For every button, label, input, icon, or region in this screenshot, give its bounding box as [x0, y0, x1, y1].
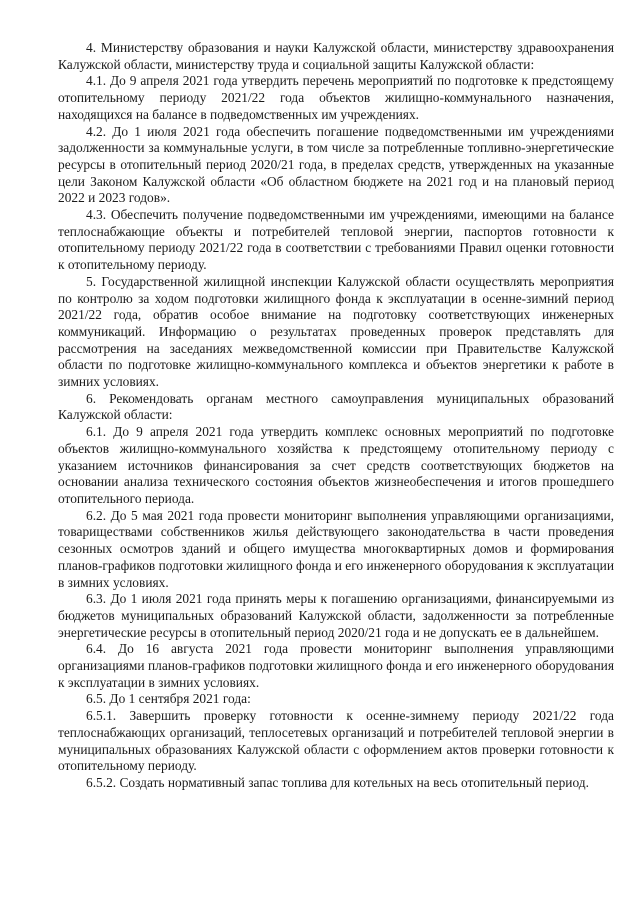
paragraph-6-4: 6.4. До 16 августа 2021 года провести мониторинг выполнения управляющими организациями планов-графиков подготовки жилищного фонда и его инженерного оборудования к эксплуатации в зимних условиях. — [58, 641, 614, 690]
paragraph-6-5-1: 6.5.1. Завершить проверку готовности к осенне-зимнему периоду 2021/22 года теплоснабжающих организаций, теплосетевых организаций и потребителей тепловой энергии в муниципальных образованиях Калужской области с оформлением актов проверки готовности к отопительному периоду. — [58, 708, 614, 774]
paragraph-5: 5. Государственной жилищной инспекции Калужской области осуществлять мероприятия по контролю за ходом подготовки жилищного фонда к эксплуатации в осенне-зимний период 2021/22 года, обратив особое внимание на подготовку соответствующих инженерных коммуникаций. Информацию о результатах проведенных проверок представлять для рассмотрения на заседаниях межведомственной комиссии при Правительстве Калужской области по подготовке жилищно-коммунального комплекса и объектов энергетики к работе в зимних условиях. — [58, 273, 614, 390]
paragraph-4-1: 4.1. До 9 апреля 2021 года утвердить перечень мероприятий по подготовке к предстоящему отопительному периоду 2021/22 года объектов жилищно-коммунального назначения, находящихся на балансе в подведомственных им учреждениях. — [58, 73, 614, 122]
paragraph-6-5-2: 6.5.2. Создать нормативный запас топлива для котельных на весь отопительный период. — [86, 774, 589, 790]
paragraph-4-3: 4.3. Обеспечить получение подведомственными им учреждениями, имеющими на балансе теплоснабжающие объекты и потребителей тепловой энергии, паспортов готовности к отопительному периоду 2021/22 года в соответствии с требованиями Правил оценки готовности к отопительному периоду. — [58, 207, 614, 273]
paragraph-6-3: 6.3. До 1 июля 2021 года принять меры к погашению организациями, финансируемыми из бюджетов муниципальных образований Калужской области, задолженности за потребленные энергетические ресурсы в отопительный период 2020/21 года и не допускать ее в дальнейшем. — [58, 591, 614, 640]
paragraph-6-5: 6.5. До 1 сентября 2021 года: — [86, 691, 251, 707]
document-page — [58, 40, 614, 792]
paragraph-4-2: 4.2. До 1 июля 2021 года обеспечить погашение подведомственными им учреждениями задолженности за коммунальные услуги, в том числе за потребленные топливно-энергетические ресурсы в отопительный период 2020/21 года, в пределах средств, утвержденных на указанные цели Законом Калужской области «Об областном бюджете на 2021 год и на плановый период 2022 и 2023 годов». — [58, 123, 614, 206]
paragraph-6-2: 6.2. До 5 мая 2021 года провести мониторинг выполнения управляющими организациями, товариществами собственников жилья действующего законодательства в части проведения сезонных осмотров зданий и общего имущества многоквартирных домов и формирования планов-графиков подготовки жилищного фонда и его инженерного оборудования к эксплуатации в зимних условиях. — [58, 507, 614, 590]
paragraph-6-1: 6.1. До 9 апреля 2021 года утвердить комплекс основных мероприятий по подготовке объектов жилищно-коммунального хозяйства к предстоящему отопительному периоду с указанием источников финансирования за счет средств соответствующих бюджетов на основании анализа технического состояния объектов жизнеобеспечения и итогов прошедшего отопительного периода. — [58, 424, 614, 506]
paragraph-4: 4. Министерству образования и науки Калужской области, министерству здравоохранения Калужской области, министерству труда и социальной защиты Калужской области: — [58, 40, 614, 72]
paragraph-6: 6. Рекомендовать органам местного самоуправления муниципальных образований Калужской области: — [58, 390, 614, 423]
